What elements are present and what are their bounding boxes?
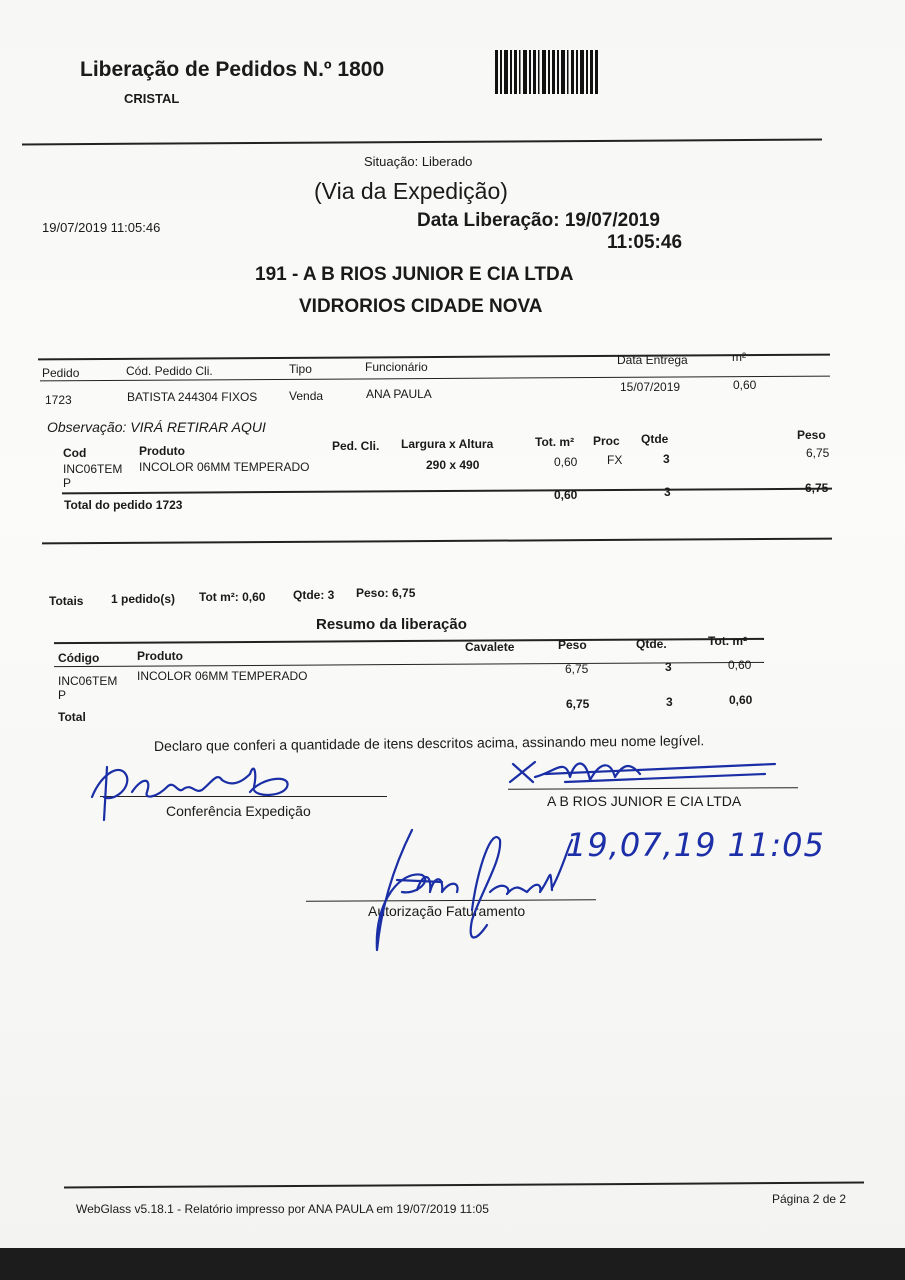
item-col-largura-altura: Largura x Altura: [401, 437, 494, 451]
summary-peso: 6,75: [565, 662, 589, 676]
col-funcionario: Funcionário: [365, 360, 428, 374]
item-col-peso: Peso: [797, 428, 826, 442]
status-label: Situação: Liberado: [364, 154, 473, 169]
summary-total-qtde: 3: [666, 695, 673, 709]
summary-col-peso: Peso: [558, 638, 587, 652]
item-peso: 6,75: [806, 446, 830, 460]
totals-peso: Peso: 6,75: [356, 586, 416, 600]
item-tot-m2: 0,60: [554, 455, 578, 469]
item-cod-line1: INC06TEM: [63, 462, 123, 476]
col-m2: m²: [732, 350, 746, 364]
summary-col-qtde: Qtde.: [636, 637, 667, 651]
summary-title: Resumo da liberação: [316, 616, 467, 633]
item-col-cod: Cod: [63, 446, 87, 460]
totals-label: Totais: [49, 594, 84, 608]
col-pedido: Pedido: [42, 366, 80, 380]
item-col-qtde: Qtde: [641, 432, 669, 446]
summary-codigo-line1: INC06TEM: [58, 674, 118, 688]
col-tipo: Tipo: [289, 362, 312, 376]
declaration-text: Declaro que conferi a quantidade de itens descritos acima, assinando meu nome legível.: [153, 732, 705, 754]
item-produto: INCOLOR 06MM TEMPERADO: [139, 460, 310, 474]
conferencia-signature: [82, 752, 312, 822]
order-client-code: BATISTA 244304 FIXOS: [127, 390, 258, 404]
autorizacao-label: Autorização Faturamento: [368, 903, 526, 919]
totals-m2: Tot m²: 0,60: [199, 590, 266, 604]
footer-printed-by: WebGlass v5.18.1 - Relatório impresso por ANA PAULA em 19/07/2019 11:05: [76, 1202, 489, 1216]
col-cod-pedido-cli: Cód. Pedido Cli.: [126, 364, 213, 378]
order-total-m2: 0,60: [554, 488, 578, 502]
item-qtde: 3: [663, 452, 670, 466]
item-col-ped-cli: Ped. Cli.: [332, 439, 380, 453]
summary-total-m2: 0,60: [729, 693, 753, 707]
observation-label: [47, 419, 266, 435]
order-total-label: Total do pedido 1723: [64, 498, 183, 512]
item-cod: [63, 462, 122, 490]
document-subtitle: CRISTAL: [124, 91, 180, 106]
item-medidas: 290 x 490: [426, 458, 480, 472]
item-cod-line2: P: [63, 476, 72, 490]
summary-total-label: Total: [58, 710, 86, 724]
order-type: Venda: [289, 389, 324, 403]
company-signature: [505, 752, 785, 792]
document-title: Liberação de Pedidos N.º 1800: [80, 58, 385, 81]
summary-col-tot-m2: Tot. m²: [708, 634, 748, 648]
summary-qtde: 3: [665, 660, 672, 674]
handwritten-datetime: 19,07,19 11:05: [566, 826, 825, 864]
summary-codigo-line2: P: [58, 688, 67, 702]
footer-page-number: Página 2 de 2: [772, 1192, 847, 1206]
order-delivery-date: 15/07/2019: [620, 380, 681, 394]
order-total-qtde: 3: [664, 485, 671, 499]
item-col-proc: Proc: [593, 434, 620, 448]
release-date: Data Liberação: 19/07/2019: [417, 210, 660, 231]
order-m2: 0,60: [733, 378, 757, 392]
scan-shadow: [0, 1248, 905, 1280]
observation-label-text: Observação:: [47, 419, 127, 435]
summary-tot-m2: 0,60: [728, 658, 752, 672]
item-col-tot-m2: Tot. m²: [535, 435, 575, 449]
order-number: 1723: [45, 393, 72, 407]
order-total-peso: 6,75: [805, 481, 829, 495]
summary-col-produto: Produto: [137, 649, 183, 663]
summary-col-codigo: Código: [58, 651, 100, 665]
totals-pedidos: 1 pedido(s): [111, 592, 176, 606]
summary-produto: INCOLOR 06MM TEMPERADO: [137, 669, 308, 683]
via-label: (Via da Expedição): [314, 178, 508, 204]
item-col-produto: Produto: [139, 444, 185, 458]
summary-total-peso: 6,75: [566, 697, 590, 711]
item-proc: FX: [607, 453, 623, 467]
autorizacao-signature: [362, 820, 582, 960]
barcode: [495, 50, 599, 94]
print-timestamp: 19/07/2019 11:05:46: [42, 220, 161, 235]
client-store: VIDRORIOS CIDADE NOVA: [299, 296, 543, 317]
totals-qtde: Qtde: 3: [293, 588, 335, 602]
company-label: A B RIOS JUNIOR E CIA LTDA: [547, 793, 742, 809]
client-name: 191 - A B RIOS JUNIOR E CIA LTDA: [255, 264, 574, 285]
order-employee: ANA PAULA: [366, 387, 432, 401]
summary-codigo: [58, 674, 117, 702]
summary-col-cavalete: Cavalete: [465, 640, 515, 654]
release-time: 11:05:46: [607, 232, 683, 253]
observation-text: VIRÁ RETIRAR AQUI: [130, 419, 266, 435]
col-data-entrega: Data Entrega: [617, 353, 688, 367]
conferencia-label: Conferência Expedição: [166, 803, 311, 819]
